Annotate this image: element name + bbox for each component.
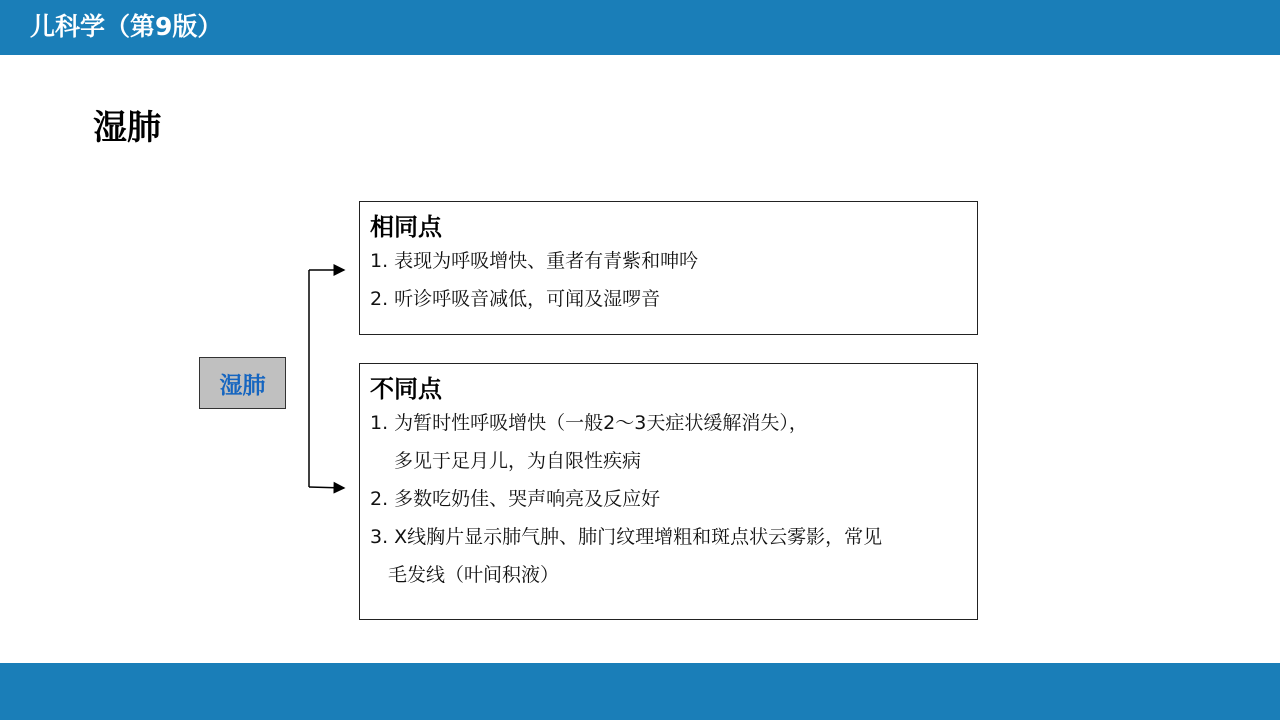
different-point-line: 3. X线胸片显示肺气肿、肺门纹理增粗和斑点状云雾影，常见 <box>370 526 883 548</box>
source-node <box>199 357 286 409</box>
same-point-item: 1. 表现为呼吸增快、重者有青紫和呻吟 <box>370 250 699 272</box>
footer-bar <box>0 663 1280 720</box>
page-title: 湿肺 <box>93 108 161 148</box>
different-point-line: 1. 为暂时性呼吸增快（一般2～3天症状缓解消失）， <box>370 412 808 434</box>
different-point-item <box>370 486 967 512</box>
same-points-panel <box>359 201 978 335</box>
different-point-item <box>370 410 967 474</box>
different-point-continuation: 多见于足月儿，为自限性疾病 <box>394 450 642 472</box>
arrow-to-diff-panel <box>309 487 344 488</box>
source-node-label: 湿肺 <box>219 372 266 399</box>
different-points-heading: 不同点 <box>370 375 442 403</box>
header-bar <box>0 0 1280 55</box>
header-title: 儿科学（第9版） <box>30 12 223 41</box>
same-point-item: 2. 听诊呼吸音减低，可闻及湿啰音 <box>370 288 661 310</box>
same-points-heading: 相同点 <box>370 213 442 241</box>
different-point-continuation: 毛发线（叶间积液） <box>388 564 560 586</box>
different-points-panel <box>359 363 978 620</box>
different-point-line: 2. 多数吃奶佳、哭声响亮及反应好 <box>370 488 661 510</box>
different-point-item <box>370 524 967 588</box>
